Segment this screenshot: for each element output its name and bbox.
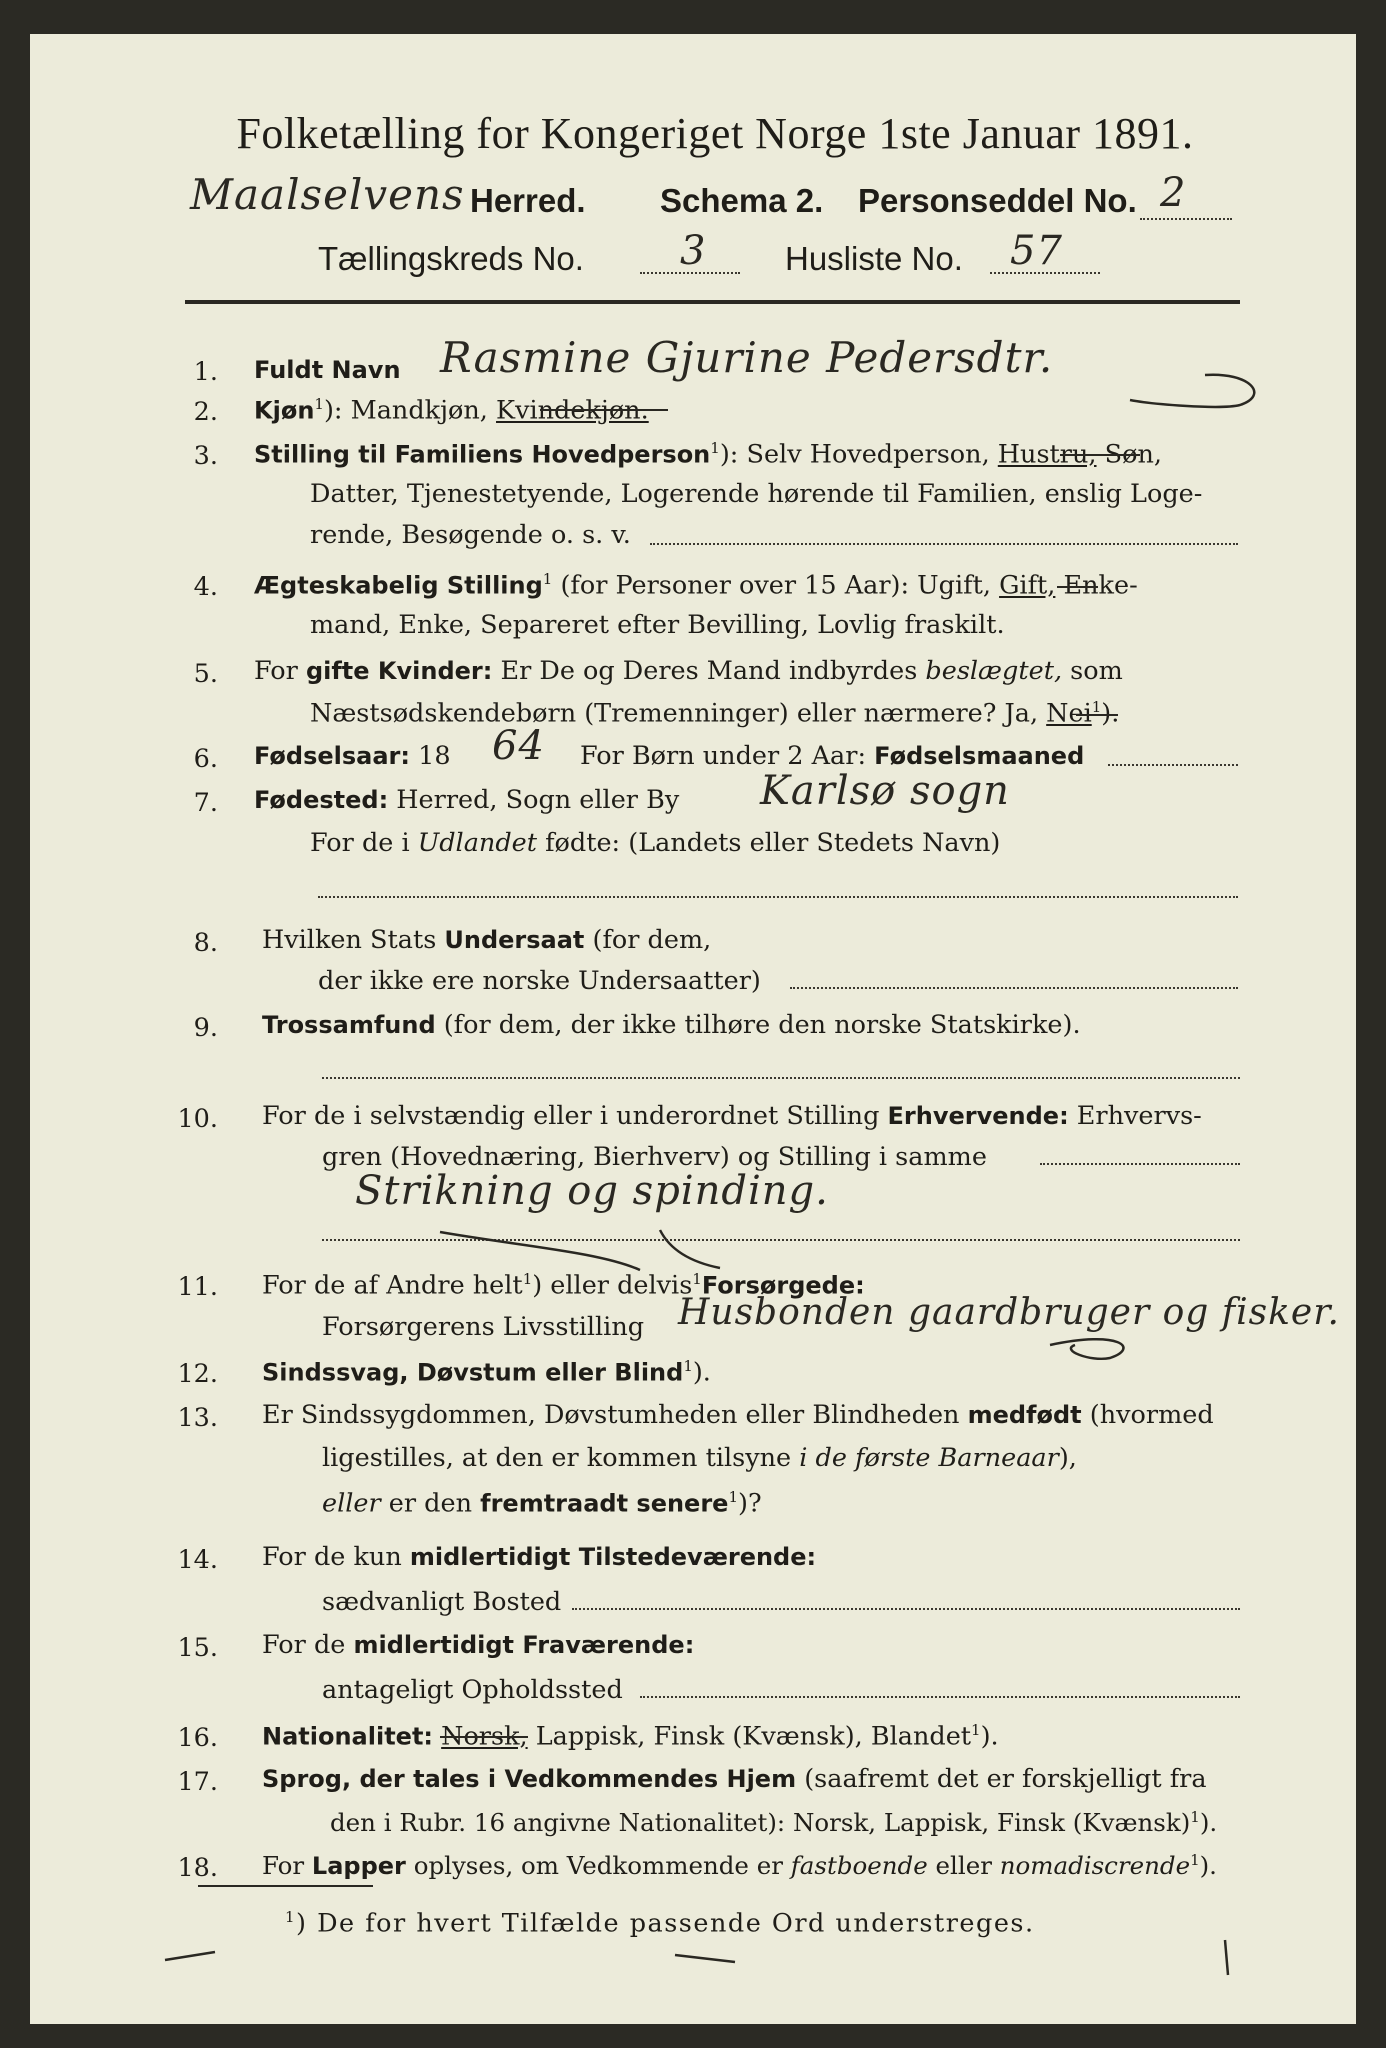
q13-italic: i de første Barneaar <box>799 1443 1059 1473</box>
kreds-label: Tællingskreds No. <box>318 240 584 277</box>
q3-sup: 1 <box>710 439 720 457</box>
q7-for: For de i <box>310 828 410 858</box>
q16-sup: 1 <box>971 1721 981 1739</box>
q3-selected: Hustru, <box>997 439 1097 470</box>
q12-label: Sindssvag, Døvstum eller Blind <box>262 1358 684 1387</box>
margin-mark-right <box>1225 1940 1228 1975</box>
personseddel-value: 2 <box>1160 170 1187 216</box>
herred-label: Herred. <box>470 182 586 219</box>
margin-mark-mid <box>675 1955 735 1962</box>
q6-number: 6. <box>193 744 218 774</box>
q13-text-b: (hvormed <box>1089 1400 1214 1430</box>
q16-options: Lappisk, Finsk (Kvænsk), Blandet <box>535 1721 972 1752</box>
q5-for: For <box>254 656 298 686</box>
q5-number: 5. <box>193 659 218 689</box>
q3-options-b: Søn, <box>1104 439 1162 470</box>
q5-tail: ). <box>1101 698 1120 729</box>
q15-line2: antageligt Opholdssted <box>322 1675 623 1705</box>
q16-tail: ). <box>980 1721 999 1752</box>
schema-label: Schema 2. <box>660 182 824 219</box>
q17-tail: ). <box>1199 1808 1218 1838</box>
q5-label: gifte Kvinder: <box>305 657 493 685</box>
q2-selected: Kvindekjøn. <box>496 395 649 426</box>
q18-number: 18. <box>177 1853 218 1883</box>
q13-number: 13. <box>177 1403 218 1433</box>
q11-flourish <box>1050 1339 1124 1359</box>
q13-text-e: er den <box>388 1488 473 1519</box>
q3-number: 3. <box>193 441 218 471</box>
q17-number: 17. <box>177 1767 218 1797</box>
q18-for: For <box>262 1851 305 1881</box>
personseddel-label: Personseddel No. <box>858 182 1137 219</box>
q12-tail: ). <box>692 1357 711 1388</box>
q13-label2: fremtraadt senere <box>480 1489 729 1518</box>
q8-label: Undersaat <box>444 926 585 954</box>
q13-label: medfødt <box>967 1401 1082 1429</box>
herred-handwritten: Maalselvens <box>190 170 465 219</box>
q5-selected: Nei <box>1046 698 1092 729</box>
q4-label: Ægteskabelig Stilling <box>254 571 543 600</box>
husliste-value: 57 <box>1010 228 1063 274</box>
q1-label: Fuldt Navn <box>254 356 401 384</box>
q10-text-a: For de i selvstændig eller i underordnet Stilling <box>262 1101 880 1131</box>
q10-label: Erhvervende: <box>887 1102 1069 1130</box>
q15-text: For de <box>262 1630 346 1660</box>
q18-tail: ). <box>1199 1851 1217 1881</box>
q14-line2: sædvanligt Bosted <box>322 1587 562 1617</box>
q11-text-a: For de af Andre helt <box>262 1270 523 1301</box>
q17-label: Sprog, der tales i Vedkommendes Hjem <box>262 1765 797 1793</box>
q11-label: Forsørgede: <box>701 1271 865 1300</box>
q14-label: midlertidigt Tilstedeværende: <box>409 1543 817 1571</box>
q8-text-a: Hvilken Stats <box>262 925 437 955</box>
form-title: Folketælling for Kongeriget Norge 1ste Januar 1891. <box>236 109 1194 158</box>
q4-selected: Gift, <box>999 570 1056 601</box>
q15-label: midlertidigt Fraværende: <box>353 1631 695 1659</box>
q10-answer: Strikning og spinding. <box>355 1168 829 1214</box>
q11-line2: Forsørgerens Livsstilling <box>322 1312 645 1342</box>
q13-sup: 1 <box>728 1488 738 1506</box>
q7-text: Herred, Sogn eller By <box>396 785 680 815</box>
q18-eller: eller <box>935 1851 992 1881</box>
q18-label: Lapper <box>311 1852 406 1881</box>
q2-number: 2. <box>193 397 218 427</box>
footnote-sup: 1 <box>285 1908 297 1926</box>
q1-answer: Rasmine Gjurine Pedersdtr. <box>440 333 1054 382</box>
q4-number: 4. <box>193 572 218 602</box>
q7-italic: Udlandet <box>417 828 537 858</box>
q16-number: 16. <box>177 1723 218 1753</box>
q6-children: For Børn under 2 Aar: <box>580 741 867 771</box>
q10-text-b: Erhvervs- <box>1076 1101 1202 1131</box>
q6-label: Fødselsaar: <box>254 742 410 770</box>
q5-options: Næstsødskendebørn (Tremenninger) eller nærmere? Ja, <box>310 698 1039 729</box>
q9-text: (for dem, der ikke tilhøre den norske Statskirke). <box>443 1010 1081 1040</box>
q6-year-answer: 64 <box>492 723 545 769</box>
q16-label: Nationalitet: <box>262 1722 434 1751</box>
q18-italic-2: nomadiscrende <box>999 1851 1191 1881</box>
q8-text-b: (for dem, <box>592 925 712 955</box>
q14-text: For de kun <box>262 1542 402 1572</box>
q17-text: (saafremt det er forskjelligt fra <box>804 1764 1207 1794</box>
q12-sup: 1 <box>683 1357 693 1375</box>
q1-number: 1. <box>193 357 218 387</box>
q4-options-a: (for Personer over 15 Aar): Ugift, <box>560 570 991 601</box>
q11-number: 11. <box>177 1272 218 1302</box>
q13-text-a: Er Sindssygdommen, Døvstumheden eller Blindheden <box>262 1400 960 1430</box>
q11-sup-a: 1 <box>522 1270 533 1288</box>
q7-answer: Karlsø sogn <box>760 768 1010 814</box>
q13-eller: eller <box>322 1488 381 1519</box>
q12-number: 12. <box>177 1359 218 1389</box>
q5-italic: beslægtet, <box>925 656 1063 686</box>
q18-text: oplyses, om Vedkommende er <box>413 1851 783 1881</box>
q10-flourish <box>440 1230 720 1270</box>
q4-options-b: Enke- <box>1063 570 1138 601</box>
q2-sup: 1 <box>314 395 324 413</box>
q5-sup: 1 <box>1091 698 1102 716</box>
q9-label: Trossamfund <box>262 1011 436 1039</box>
q5-som: som <box>1070 656 1123 686</box>
kreds-value: 3 <box>680 228 707 274</box>
q18-italic-1: fastboende <box>790 1851 928 1881</box>
q4-sup: 1 <box>542 570 553 588</box>
q17-sup: 1 <box>1190 1808 1200 1826</box>
q1-flourish <box>1130 375 1254 407</box>
q10-number: 10. <box>177 1104 218 1134</box>
q10-line2: gren (Hovednæring, Bierhverv) og Stilling i samme <box>322 1142 987 1172</box>
q4-line2: mand, Enke, Separeret efter Bevilling, Lovlig fraskilt. <box>310 610 1005 640</box>
q18-sup: 1 <box>1190 1851 1200 1869</box>
margin-mark-left <box>165 1952 215 1960</box>
husliste-label: Husliste No. <box>785 240 963 277</box>
q15-number: 15. <box>177 1633 218 1663</box>
q13-text-c: ligestilles, at den er kommen tilsyne <box>322 1443 792 1473</box>
q5-question: Er De og Deres Mand indbyrdes <box>500 656 918 686</box>
q11-sup-b: 1 <box>692 1270 702 1288</box>
q2-label: Kjøn <box>254 396 315 425</box>
q6-year-prefix: 18 <box>418 741 451 771</box>
q3-label: Stilling til Familiens Hovedperson <box>254 440 711 469</box>
q16-selected: Norsk, <box>441 1721 528 1752</box>
q8-line2: der ikke ere norske Undersaatter) <box>318 966 761 996</box>
q13-tail: )? <box>738 1488 762 1519</box>
q2-options: ): Mandkjøn, <box>323 395 488 426</box>
q9-number: 9. <box>193 1013 218 1043</box>
q17-options: den i Rubr. 16 angivne Nationalitet): Norsk, Lappisk, Finsk (Kvænsk) <box>330 1808 1191 1838</box>
q3-line3: rende, Besøgende o. s. v. <box>310 520 631 550</box>
q7-tail: fødte: (Landets eller Stedets Navn) <box>545 828 1001 858</box>
footnote-text: ) De for hvert Tilfælde passende Ord understreges. <box>296 1908 1035 1939</box>
q11-text-b: ) eller delvis <box>532 1270 693 1301</box>
q11-answer: Husbonden gaardbruger og fisker. <box>678 1292 1340 1333</box>
q8-number: 8. <box>193 928 218 958</box>
q13-text-d: ), <box>1058 1443 1077 1473</box>
q7-label: Fødested: <box>254 786 389 814</box>
q6-label2: Fødselsmaaned <box>874 742 1085 770</box>
q14-number: 14. <box>177 1545 218 1575</box>
q3-options-a: ): Selv Hovedperson, <box>719 439 990 470</box>
q7-number: 7. <box>193 788 218 818</box>
q3-line2: Datter, Tjenestetyende, Logerende hørende til Familien, enslig Loge- <box>310 479 1203 509</box>
